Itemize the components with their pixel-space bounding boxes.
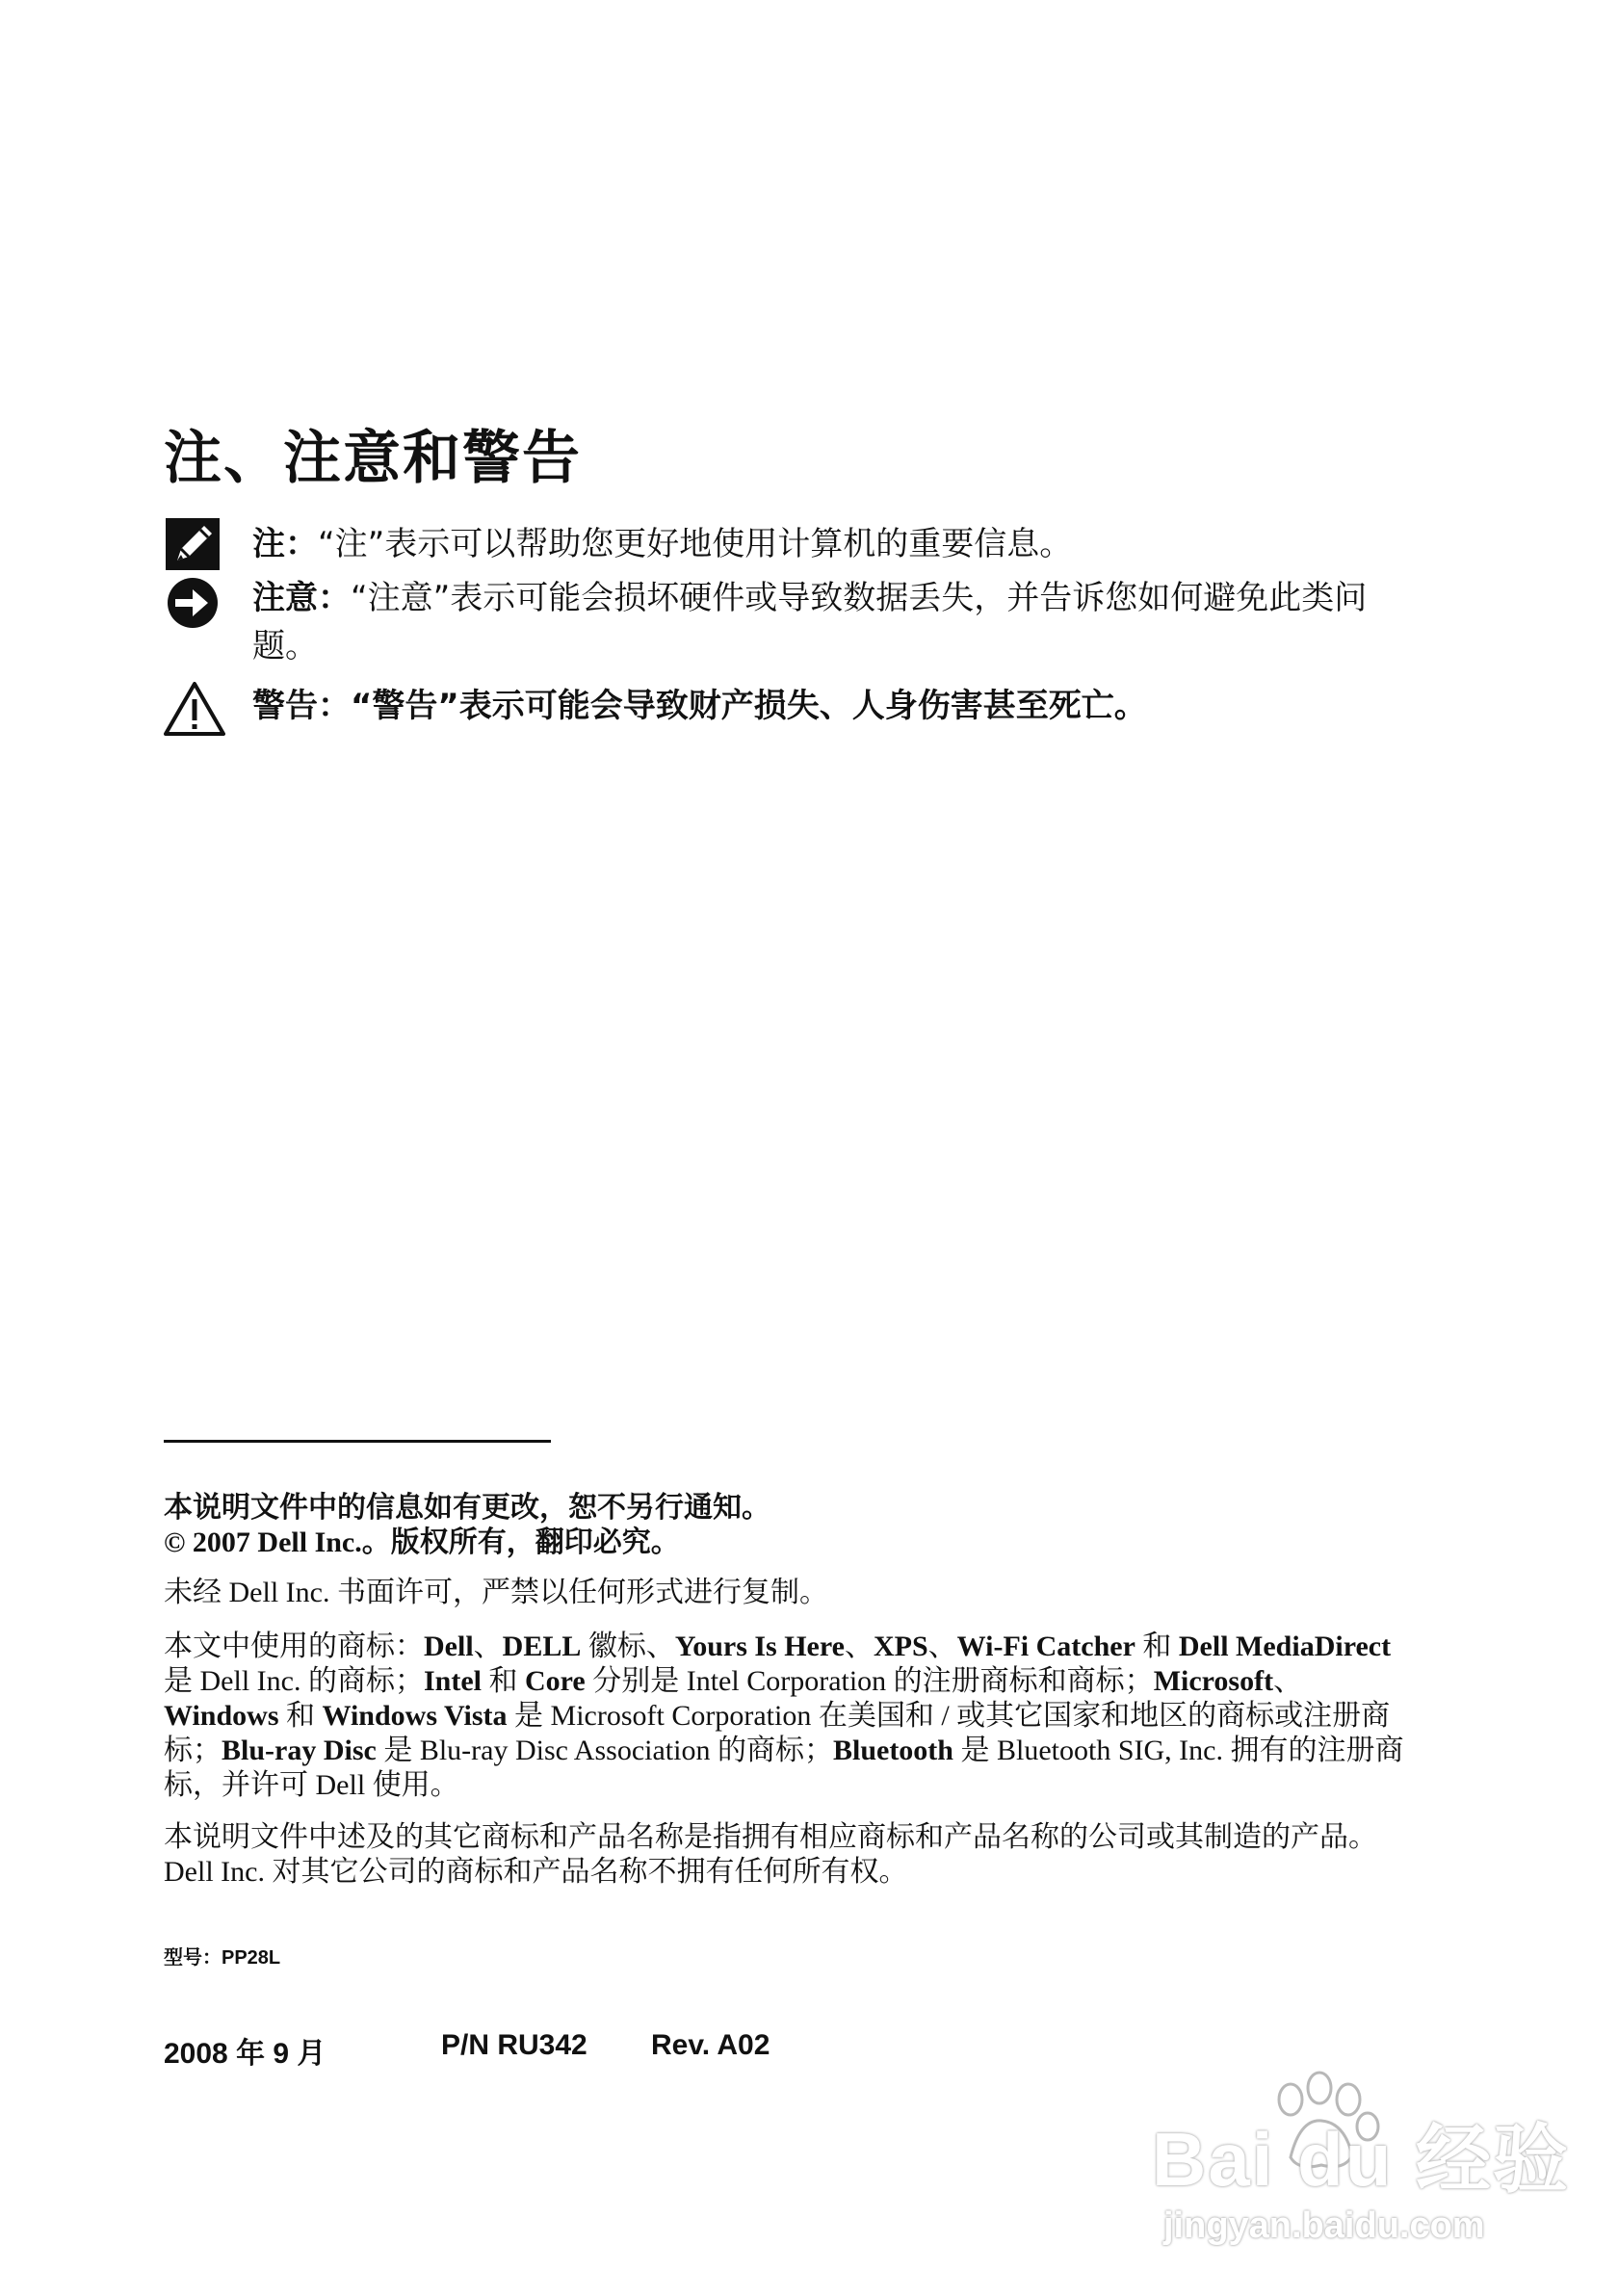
tm-text: 本文中使用的商标： (164, 1631, 424, 1662)
tm-name: Windows (164, 1700, 279, 1732)
model-number: 型号：PP28L (164, 1947, 281, 1969)
footer-revision: Rev. A02 (651, 2029, 770, 2061)
tm-text: 徽标、 (581, 1631, 675, 1662)
notice-text (252, 574, 1418, 670)
tm-text: 和 (481, 1665, 525, 1697)
tm-name: XPS (873, 1631, 928, 1662)
copyright-line: © 2007 Dell Inc.。版权所有，翻印必究。 (164, 1526, 680, 1558)
arrow-circle-icon (164, 576, 225, 634)
tm-text: 和 (1135, 1631, 1179, 1662)
tm-text: 和 (278, 1700, 323, 1732)
note-body: “注”表示可以帮助您更好地使用计算机的重要信息。 (318, 525, 1073, 563)
tm-name: Bluetooth (832, 1735, 953, 1766)
notice-body: “注意”表示可能会损坏硬件或导致数据丢失，并告诉您如何避免此类问题。 (252, 579, 1368, 665)
tm-name: Dell (424, 1631, 474, 1662)
caution-body: “警告”表示可能会导致财产损失、人身伤害甚至死亡。 (351, 687, 1147, 725)
tm-text: 是 Blu-ray Disc Association 的商标； (376, 1735, 833, 1766)
change-notice (164, 1491, 1416, 1560)
tm-text: 是 Dell Inc. 的商标； (164, 1665, 424, 1697)
footer-date: 2008 年 9 月 (164, 2038, 326, 2070)
tm-text: 、 (844, 1631, 874, 1662)
other-trademarks-paragraph: 本说明文件中述及的其它商标和产品名称是指拥有相应商标和产品名称的公司或其制造的产品。Dell Inc. 对其它公司的商标和产品名称不拥有任何所有权。 (164, 1821, 1377, 1888)
note-text (252, 520, 1418, 568)
divider-rule (164, 1440, 551, 1443)
tm-text: 、 (927, 1631, 957, 1662)
tm-text: 、 (473, 1631, 503, 1662)
tm-name: Yours Is Here (674, 1631, 845, 1662)
watermark-url: jingyan.baidu.com (1163, 2205, 1485, 2246)
warning-triangle-icon (164, 680, 225, 738)
tm-text: 分别是 Intel Corporation 的注册商标和商标； (585, 1665, 1154, 1697)
pencil-note-icon (164, 516, 225, 574)
change-notice-line1: 本说明文件中的信息如有更改，恕不另行通知。 (164, 1492, 770, 1524)
tm-text: 、 (1273, 1665, 1303, 1697)
tm-name: Microsoft (1153, 1665, 1274, 1697)
note-row (164, 520, 1416, 578)
tm-text: 是 Microsoft Corporation 在美国和 / 或其它国家和地区的商标或注册商标； (164, 1700, 1391, 1766)
tm-name: Wi-Fi Catcher (956, 1631, 1135, 1662)
note-label: 注： (252, 525, 318, 563)
trademark-paragraph (164, 1630, 1406, 1803)
notice-row (164, 574, 1416, 680)
caution-label: 警告： (252, 687, 351, 725)
tm-name: Blu-ray Disc (222, 1735, 377, 1766)
tm-name: Dell MediaDirect (1178, 1631, 1392, 1662)
page-title: 注、注意和警告 (164, 425, 582, 492)
tm-name: DELL (502, 1631, 582, 1662)
tm-text: 是 Bluetooth SIG, Inc. 拥有的注册商标，并许可 Dell 使用。 (164, 1735, 1404, 1801)
baidu-jingyan-logo: Bai du 经验 (1152, 2117, 1571, 2202)
tm-name: Windows Vista (322, 1700, 508, 1732)
footer-part-number: P/N RU342 (441, 2029, 587, 2061)
caution-text (252, 682, 1418, 730)
caution-row (164, 682, 1416, 740)
reproduction-notice: 未经 Dell Inc. 书面许可，严禁以任何形式进行复制。 (164, 1577, 828, 1608)
tm-name: Intel (423, 1665, 482, 1697)
tm-name: Core (524, 1665, 586, 1697)
notice-label: 注意： (252, 579, 351, 617)
